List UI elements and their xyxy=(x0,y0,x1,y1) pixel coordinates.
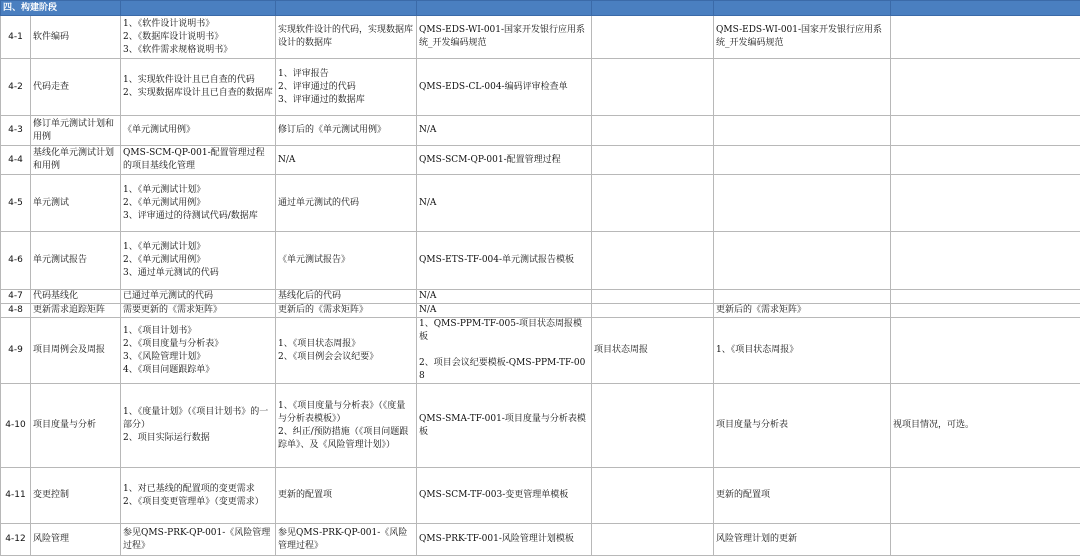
note-cell[interactable] xyxy=(891,116,1080,146)
extra-cell-6[interactable] xyxy=(714,384,891,468)
cell-line: 1、《单元测试计划》 xyxy=(123,241,273,254)
cell-line: 已通过单元测试的代码 xyxy=(123,290,273,303)
template-cell[interactable] xyxy=(417,116,592,146)
extra-cell-5[interactable] xyxy=(592,384,714,468)
cell-line: 2、《单元测试用例》 xyxy=(123,197,273,210)
cell-line: QMS-EDS-CL-004-编码评审检查单 xyxy=(419,81,589,94)
template-cell[interactable] xyxy=(417,384,592,468)
cell-line: 2、《单元测试用例》 xyxy=(123,254,273,267)
cell-line: 需要更新的《需求矩阵》 xyxy=(123,304,273,317)
step-name-cell[interactable]: 更新需求追踪矩阵 xyxy=(31,304,121,318)
cell-line: 1、《软件设计说明书》 xyxy=(123,18,273,31)
cell-line: 1、《单元测试计划》 xyxy=(123,184,273,197)
extra-cell-5[interactable] xyxy=(592,304,714,318)
extra-cell-6[interactable] xyxy=(714,468,891,524)
step-id-cell[interactable]: 4-5 xyxy=(1,175,31,232)
cell-line: 3、评审通过的待测试代码/数据库 xyxy=(123,210,273,223)
step-name-cell[interactable]: 代码基线化 xyxy=(31,290,121,304)
cell-line: 1、实现软件设计且已自查的代码 xyxy=(123,74,273,87)
table-row xyxy=(1,59,1080,116)
cell-line: QMS-EDS-WI-001-国家开发银行应用系统_开发编码规范 xyxy=(716,24,888,50)
cell-line: 1、《项目计划书》 xyxy=(123,325,273,338)
cell-line: 2、纠正/预防措施（《项目问题跟踪单》、及《风险管理计划》） xyxy=(278,426,414,452)
output-cell[interactable] xyxy=(276,116,417,146)
extra-cell-5[interactable] xyxy=(592,116,714,146)
output-cell[interactable] xyxy=(276,318,417,384)
step-name-cell[interactable]: 基线化单元测试计划和用例 xyxy=(31,146,121,175)
step-name-cell[interactable]: 单元测试报告 xyxy=(31,232,121,290)
output-cell[interactable] xyxy=(276,16,417,59)
input-cell[interactable] xyxy=(121,16,276,59)
cell-line: 2、实现数据库设计且已自查的数据库 xyxy=(123,87,273,100)
cell-line: 项目度量与分析表 xyxy=(716,419,888,432)
extra-cell-6[interactable] xyxy=(714,290,891,304)
step-id-cell[interactable]: 4-10 xyxy=(1,384,31,468)
table-row xyxy=(1,318,1080,384)
section-title[interactable]: 四、构建阶段 xyxy=(1,1,121,16)
extra-cell-6[interactable] xyxy=(714,16,891,59)
cell-line: 2、项目会议纪要模板-QMS-PPM-TF-008 xyxy=(419,357,589,383)
header-cell[interactable] xyxy=(276,1,417,16)
cell-line: QMS-SCM-QP-001-配置管理过程的项目基线化管理 xyxy=(123,147,273,173)
extra-cell-5[interactable] xyxy=(592,175,714,232)
cell-line: QMS-SCM-QP-001-配置管理过程 xyxy=(419,154,589,167)
input-cell[interactable] xyxy=(121,304,276,318)
cell-line: N/A xyxy=(419,290,589,303)
section-header-row xyxy=(1,1,1080,16)
output-cell[interactable] xyxy=(276,468,417,524)
cell-line: 1、《项目度量与分析表》（《度量与分析表模板》） xyxy=(278,400,414,426)
table-row xyxy=(1,304,1080,318)
cell-line: 2、项目实际运行数据 xyxy=(123,432,273,445)
template-cell[interactable] xyxy=(417,468,592,524)
note-cell[interactable] xyxy=(891,232,1080,290)
input-cell[interactable] xyxy=(121,384,276,468)
step-id-cell[interactable]: 4-1 xyxy=(1,16,31,59)
cell-line: 实现软件设计的代码，实现数据库设计的数据库 xyxy=(278,24,414,50)
note-cell[interactable] xyxy=(891,16,1080,59)
header-cell[interactable] xyxy=(592,1,714,16)
input-cell[interactable] xyxy=(121,290,276,304)
cell-line: 2、评审通过的代码 xyxy=(278,81,414,94)
input-cell[interactable] xyxy=(121,524,276,556)
cell-line: QMS-SMA-TF-001-项目度量与分析表模板 xyxy=(419,413,589,439)
template-cell[interactable] xyxy=(417,304,592,318)
step-id-cell[interactable]: 4-11 xyxy=(1,468,31,524)
extra-cell-5[interactable] xyxy=(592,524,714,556)
table-row xyxy=(1,290,1080,304)
cell-line: QMS-EDS-WI-001-国家开发银行应用系统_开发编码规范 xyxy=(419,24,589,50)
output-cell[interactable] xyxy=(276,232,417,290)
step-name-cell[interactable]: 单元测试 xyxy=(31,175,121,232)
input-cell[interactable] xyxy=(121,146,276,175)
step-name-cell[interactable]: 变更控制 xyxy=(31,468,121,524)
extra-cell-5[interactable] xyxy=(592,290,714,304)
input-cell[interactable] xyxy=(121,468,276,524)
input-cell[interactable] xyxy=(121,59,276,116)
step-id-cell[interactable]: 4-2 xyxy=(1,59,31,116)
template-cell[interactable] xyxy=(417,16,592,59)
note-cell[interactable] xyxy=(891,290,1080,304)
note-cell[interactable] xyxy=(891,468,1080,524)
header-cell[interactable] xyxy=(417,1,592,16)
step-id-cell[interactable]: 4-4 xyxy=(1,146,31,175)
template-cell[interactable] xyxy=(417,524,592,556)
output-cell[interactable] xyxy=(276,524,417,556)
output-cell[interactable] xyxy=(276,304,417,318)
table-row xyxy=(1,384,1080,468)
cell-line: QMS-SCM-TF-003-变更管理单模板 xyxy=(419,489,589,502)
cell-line: 4、《项目问题跟踪单》 xyxy=(123,364,273,377)
table-row xyxy=(1,232,1080,290)
input-cell[interactable] xyxy=(121,175,276,232)
extra-cell-6[interactable] xyxy=(714,524,891,556)
output-cell[interactable] xyxy=(276,59,417,116)
input-cell[interactable] xyxy=(121,116,276,146)
header-cell[interactable] xyxy=(714,1,891,16)
table-row xyxy=(1,524,1080,556)
step-id-cell[interactable]: 4-12 xyxy=(1,524,31,556)
table-row xyxy=(1,468,1080,524)
cell-line: 更新的配置项 xyxy=(716,489,888,502)
step-id-cell[interactable]: 4-3 xyxy=(1,116,31,146)
cell-line: 3、《风险管理计划》 xyxy=(123,351,273,364)
extra-cell-6[interactable] xyxy=(714,232,891,290)
cell-line: 《单元测试报告》 xyxy=(278,254,414,267)
extra-cell-5[interactable] xyxy=(592,468,714,524)
cell-line: 3、评审通过的数据库 xyxy=(278,94,414,107)
cell-line xyxy=(419,344,589,357)
extra-cell-5[interactable] xyxy=(592,59,714,116)
cell-line: 视项目情况，可选。 xyxy=(893,419,1078,432)
output-cell[interactable] xyxy=(276,146,417,175)
extra-cell-6[interactable] xyxy=(714,116,891,146)
cell-line: 参见QMS-PRK-QP-001-《风险管理过程》 xyxy=(278,527,414,553)
cell-line: 参见QMS-PRK-QP-001-《风险管理过程》 xyxy=(123,527,273,553)
template-cell[interactable] xyxy=(417,175,592,232)
header-cell[interactable] xyxy=(121,1,276,16)
note-cell[interactable] xyxy=(891,59,1080,116)
cell-line: 2、《项目度量与分析表》 xyxy=(123,338,273,351)
cell-line: 更新的配置项 xyxy=(278,489,414,502)
cell-line: 更新后的《需求矩阵》 xyxy=(278,304,414,317)
output-cell[interactable] xyxy=(276,290,417,304)
note-cell[interactable] xyxy=(891,524,1080,556)
note-cell[interactable] xyxy=(891,146,1080,175)
template-cell[interactable] xyxy=(417,59,592,116)
template-cell[interactable] xyxy=(417,318,592,384)
note-cell[interactable] xyxy=(891,175,1080,232)
extra-cell-6[interactable] xyxy=(714,175,891,232)
output-cell[interactable] xyxy=(276,175,417,232)
cell-line: 修订后的《单元测试用例》 xyxy=(278,124,414,137)
step-id-cell[interactable]: 4-8 xyxy=(1,304,31,318)
note-cell[interactable] xyxy=(891,304,1080,318)
cell-line: QMS-PRK-TF-001-风险管理计划模板 xyxy=(419,533,589,546)
cell-line: 风险管理计划的更新 xyxy=(716,533,888,546)
cell-line: 2、《项目例会会议纪要》 xyxy=(278,351,414,364)
template-cell[interactable] xyxy=(417,232,592,290)
cell-line: 2、《数据库设计说明书》 xyxy=(123,31,273,44)
cell-line: 3、《软件需求规格说明书》 xyxy=(123,44,273,57)
table-row xyxy=(1,116,1080,146)
input-cell[interactable] xyxy=(121,232,276,290)
cell-line: 1、评审报告 xyxy=(278,68,414,81)
cell-line: 《单元测试用例》 xyxy=(123,124,273,137)
step-id-cell[interactable]: 4-9 xyxy=(1,318,31,384)
header-cell[interactable] xyxy=(891,1,1080,16)
cell-line: 项目状态周报 xyxy=(594,344,711,357)
note-cell[interactable] xyxy=(891,384,1080,468)
cell-line: 1、《度量计划》（《项目计划书》的一部分） xyxy=(123,406,273,432)
cell-line: 通过单元测试的代码 xyxy=(278,197,414,210)
step-name-cell[interactable]: 代码走查 xyxy=(31,59,121,116)
cell-line: QMS-ETS-TF-004-单元测试报告模板 xyxy=(419,254,589,267)
cell-line: 基线化后的代码 xyxy=(278,290,414,303)
step-name-cell[interactable]: 项目周例会及周报 xyxy=(31,318,121,384)
input-cell[interactable] xyxy=(121,318,276,384)
cell-line: N/A xyxy=(419,304,589,317)
extra-cell-6[interactable] xyxy=(714,304,891,318)
cell-line: 1、对已基线的配置项的变更需求 xyxy=(123,483,273,496)
table-row xyxy=(1,146,1080,175)
cell-line: 2、《项目变更管理单》（变更需求） xyxy=(123,496,273,509)
step-name-cell[interactable]: 风险管理 xyxy=(31,524,121,556)
template-cell[interactable] xyxy=(417,146,592,175)
template-cell[interactable] xyxy=(417,290,592,304)
step-name-cell[interactable]: 修订单元测试计划和用例 xyxy=(31,116,121,146)
extra-cell-5[interactable] xyxy=(592,318,714,384)
extra-cell-6[interactable] xyxy=(714,146,891,175)
step-name-cell[interactable]: 软件编码 xyxy=(31,16,121,59)
cell-line: N/A xyxy=(419,197,589,210)
extra-cell-5[interactable] xyxy=(592,16,714,59)
cell-line: N/A xyxy=(278,154,414,167)
cell-line: 更新后的《需求矩阵》 xyxy=(716,304,888,317)
output-cell[interactable] xyxy=(276,384,417,468)
step-id-cell[interactable]: 4-7 xyxy=(1,290,31,304)
cell-line: 1、《项目状态周报》 xyxy=(716,344,888,357)
extra-cell-5[interactable] xyxy=(592,146,714,175)
cell-line: 1、《项目状态周报》 xyxy=(278,338,414,351)
cell-line: 1、QMS-PPM-TF-005-项目状态周报模板 xyxy=(419,318,589,344)
note-cell[interactable] xyxy=(891,318,1080,384)
cell-line: 3、通过单元测试的代码 xyxy=(123,267,273,280)
cell-line: N/A xyxy=(419,124,589,137)
step-name-cell[interactable]: 项目度量与分析 xyxy=(31,384,121,468)
extra-cell-6[interactable] xyxy=(714,59,891,116)
extra-cell-5[interactable] xyxy=(592,232,714,290)
table-row xyxy=(1,175,1080,232)
step-id-cell[interactable]: 4-6 xyxy=(1,232,31,290)
extra-cell-6[interactable] xyxy=(714,318,891,384)
table-row xyxy=(1,16,1080,59)
